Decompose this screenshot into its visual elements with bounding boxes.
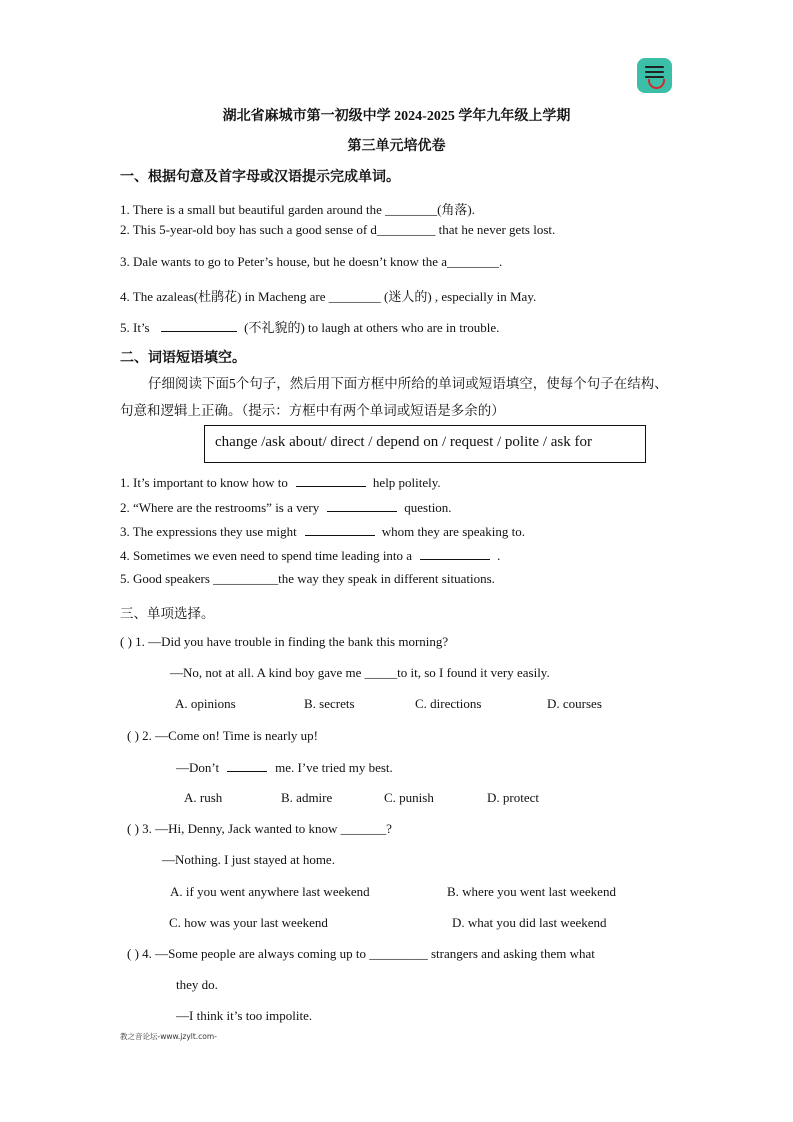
answer-blank[interactable] bbox=[327, 499, 397, 512]
mc-option[interactable]: B. admire bbox=[281, 790, 333, 805]
section2-instruction: 仔细阅读下面5个句子，然后用下面方框中所给的单词或短语填空，使每个句子在结构、 bbox=[148, 376, 668, 391]
mc-option[interactable]: C. directions bbox=[415, 696, 482, 711]
s1-question: 2. This 5-year-old boy has such a good sense of d_________ that he never gets lost. bbox=[120, 222, 556, 237]
mc-option[interactable]: B. where you went last weekend bbox=[447, 884, 616, 899]
section3-heading: 三、单项选择。 bbox=[120, 606, 215, 621]
answer-blank[interactable] bbox=[305, 523, 375, 536]
page-subtitle: 第三单元培优卷 bbox=[347, 139, 446, 154]
mc-option[interactable]: A. if you went anywhere last weekend bbox=[170, 884, 370, 899]
section2-heading: 二、词语短语填空。 bbox=[120, 351, 246, 366]
mc-option[interactable]: B. secrets bbox=[304, 696, 355, 711]
s2-question: 4. Sometimes we even need to spend time leading into a . bbox=[120, 548, 501, 563]
answer-blank[interactable] bbox=[420, 547, 490, 560]
s2-question: 1. It’s important to know how to help politely. bbox=[120, 475, 441, 490]
mc-option[interactable]: A. opinions bbox=[175, 696, 236, 711]
page-title: 湖北省麻城市第一初级中学 2024-2025 学年九年级上学期 bbox=[222, 109, 571, 124]
mc-option[interactable]: D. what you did last weekend bbox=[452, 915, 607, 930]
s1-question: 1. There is a small but beautiful garden around the ________(角落). bbox=[120, 202, 476, 217]
mc-option[interactable]: D. protect bbox=[487, 790, 539, 805]
mc-question-reply: —Nothing. I just stayed at home. bbox=[162, 852, 335, 867]
answer-blank[interactable] bbox=[296, 474, 366, 487]
app-logo-icon bbox=[637, 58, 672, 93]
answer-blank[interactable] bbox=[227, 759, 267, 772]
mc-question-stem-cont: they do. bbox=[176, 977, 218, 992]
section2-instruction: 句意和逻辑上正确。（提示：方框中有两个单词或短语是多余的） bbox=[120, 403, 505, 418]
s1-q5-before: 5. It’s bbox=[120, 320, 150, 335]
footer-watermark: 教之音论坛-www.jzylt.com- bbox=[120, 1032, 217, 1041]
mc-option[interactable]: C. punish bbox=[384, 790, 434, 805]
s1-question bbox=[120, 317, 499, 336]
mc-option[interactable]: D. courses bbox=[547, 696, 602, 711]
word-box bbox=[204, 425, 646, 463]
section1-heading: 一、根据句意及首字母或汉语提示完成单词。 bbox=[120, 170, 400, 185]
word-box-text: change /ask about/ direct / depend on / request / polite / ask for bbox=[215, 434, 592, 450]
mc-question-stem: ( ) 4. —Some people are always coming up to _________ strangers and asking them what bbox=[127, 946, 595, 961]
mc-question-stem: ( ) 1. —Did you have trouble in finding the bank this morning? bbox=[120, 634, 449, 649]
s1-question: 3. Dale wants to go to Peter’s house, but he doesn’t know the a________. bbox=[120, 254, 503, 269]
mc-question-reply: —I think it’s too impolite. bbox=[176, 1008, 313, 1023]
s1-question: 4. The azaleas(杜鹃花) in Macheng are ________ (迷人的) , especially in May. bbox=[120, 289, 537, 304]
mc-question-reply: —Don’t me. I’ve tried my best. bbox=[176, 760, 393, 775]
mc-question-stem: ( ) 2. —Come on! Time is nearly up! bbox=[127, 728, 319, 743]
mc-option[interactable]: A. rush bbox=[184, 790, 223, 805]
s1-q5-after: (不礼貌的) to laugh at others who are in trouble. bbox=[244, 320, 500, 335]
mc-question-reply: —No, not at all. A kind boy gave me _____to it, so I found it very easily. bbox=[170, 665, 550, 680]
s2-question: 2. “Where are the restrooms” is a very question. bbox=[120, 500, 452, 515]
mc-option[interactable]: C. how was your last weekend bbox=[169, 915, 328, 930]
s2-question: 5. Good speakers __________the way they speak in different situations. bbox=[120, 571, 495, 586]
answer-blank[interactable] bbox=[161, 319, 237, 332]
mc-question-stem: ( ) 3. —Hi, Denny, Jack wanted to know _______? bbox=[127, 821, 392, 836]
s2-question: 3. The expressions they use might whom they are speaking to. bbox=[120, 524, 526, 539]
